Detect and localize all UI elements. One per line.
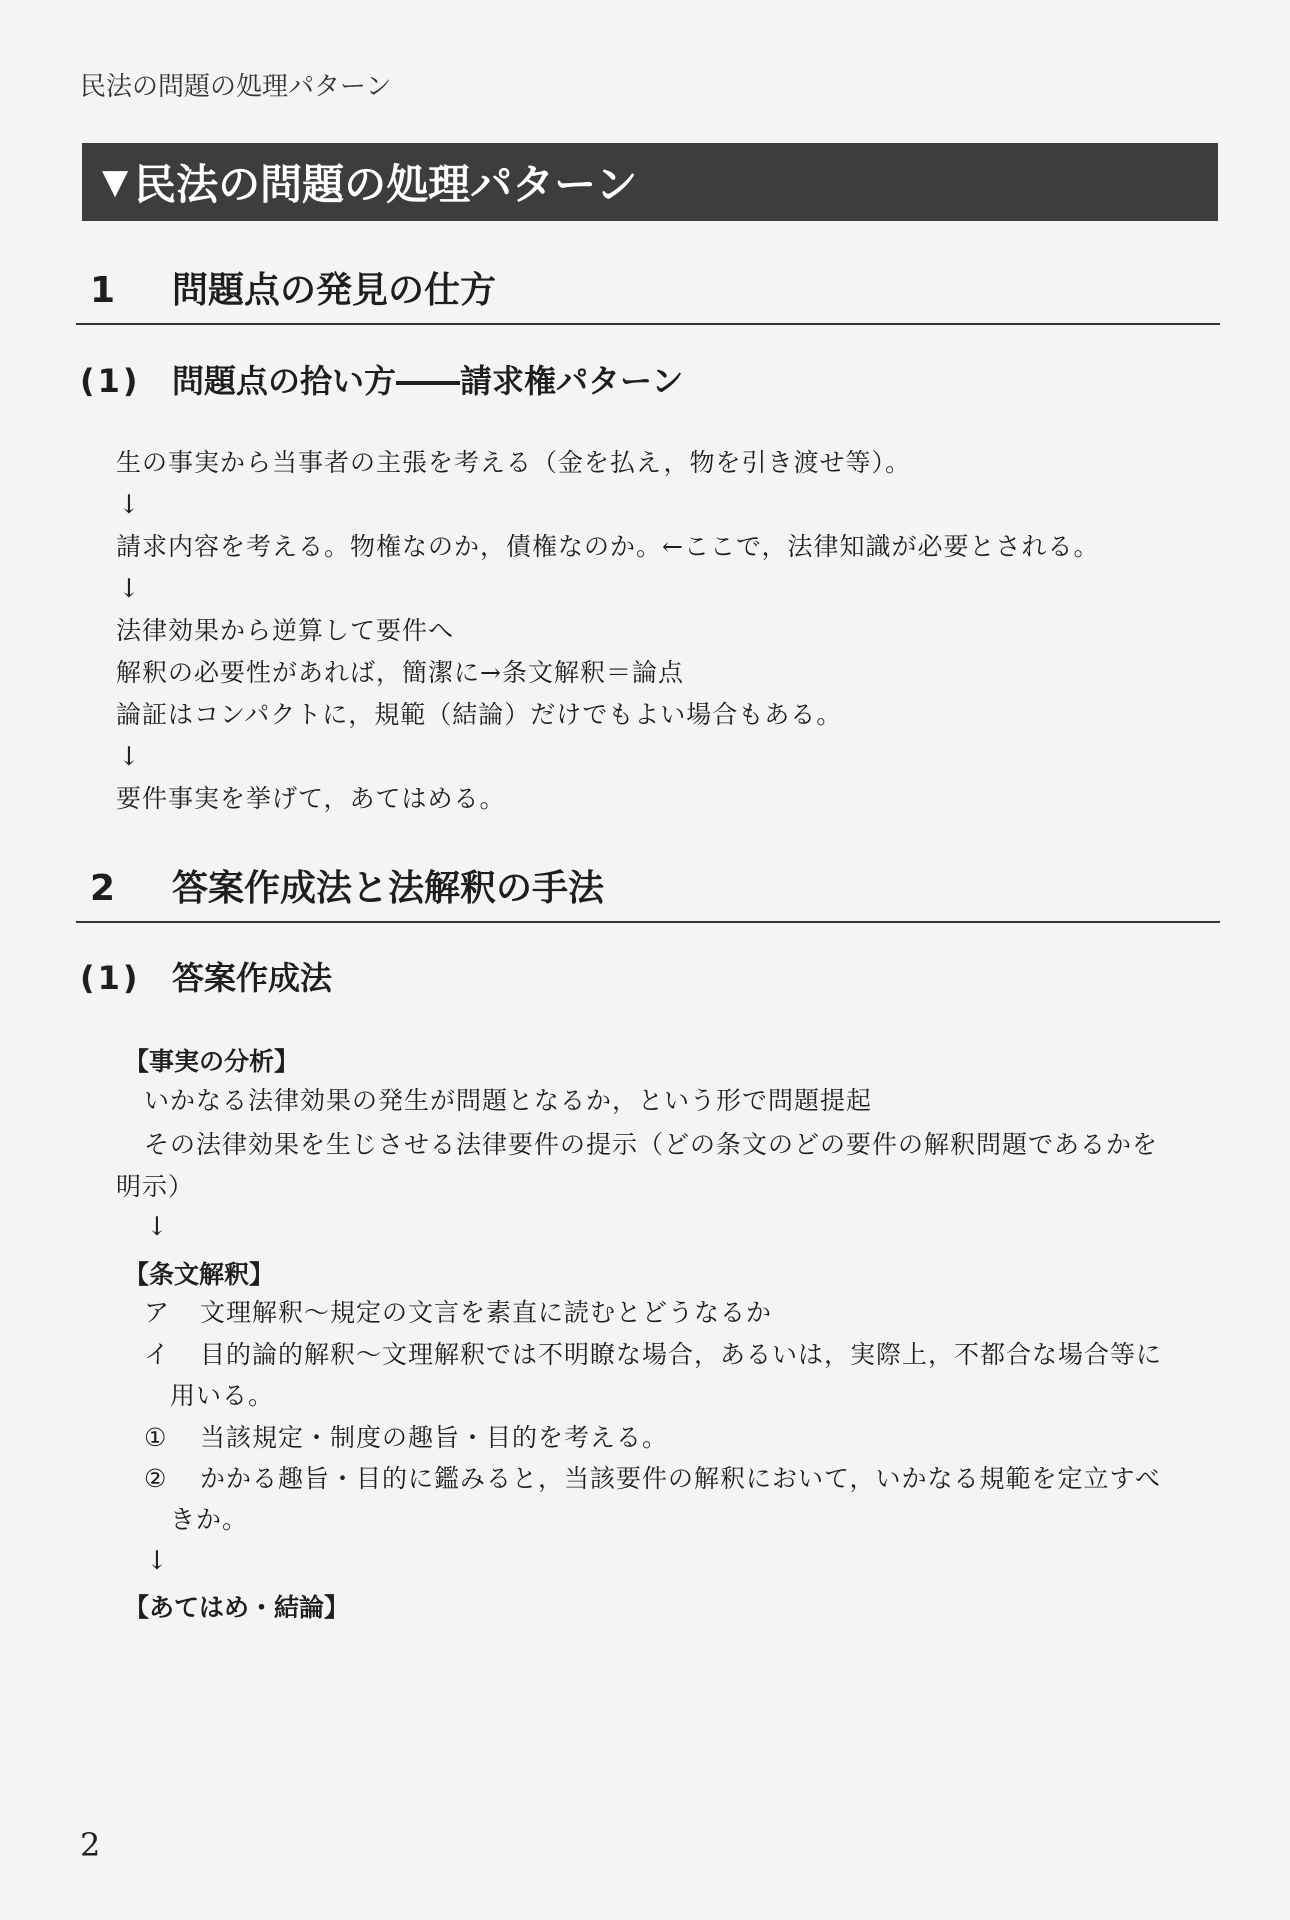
body-line: 解釈の必要性があれば，簡潔に→条文解釈＝論点 [116, 658, 684, 687]
body-line: 請求内容を考える。物権なのか，債権なのか。←ここで，法律知識が必要とされる。 [116, 532, 1100, 561]
body-line: 要件事実を挙げて，あてはめる。 [116, 784, 506, 813]
item-i-text: 目的論的解釈～文理解釈では不明瞭な場合，あるいは，実際上，不都合な場合等に [200, 1340, 1163, 1369]
body-line: 論証はコンパクトに，規範（結論）だけでもよい場合もある。 [116, 700, 843, 729]
item-i-text-continued: 用いる。 [170, 1381, 275, 1410]
section-1-sub-title: 問題点の拾い方――請求権パターン [172, 362, 684, 400]
section-2-number: 2 [90, 868, 116, 909]
body-line: 生の事実から当事者の主張を考える（金を払え，物を引き渡せ等）。 [116, 448, 912, 477]
conclusion-label: 【あてはめ・結論】 [124, 1593, 350, 1622]
down-arrow-icon: ↓ [118, 490, 140, 520]
down-arrow-icon: ↓ [146, 1546, 168, 1576]
circled-2-marker: ② [144, 1464, 168, 1493]
circled-2-text-continued: きか。 [170, 1505, 249, 1534]
item-a-text: 文理解釈～規定の文言を素直に読むとどうなるか [200, 1298, 773, 1327]
body-line: その法律効果を生じさせる法律要件の提示（どの条文のどの要件の解釈問題であるかを [144, 1130, 1159, 1159]
body-line: いかなる法律効果の発生が問題となるか，という形で問題提起 [144, 1086, 873, 1115]
triangle-down-icon: ▼ [102, 162, 129, 202]
chapter-title-bar [82, 143, 1218, 221]
section-1-title: 問題点の発見の仕方 [172, 270, 497, 311]
down-arrow-icon: ↓ [146, 1212, 168, 1242]
section-2-sub-heading [80, 953, 332, 999]
section-2-heading [76, 860, 1220, 923]
down-arrow-icon: ↓ [118, 742, 140, 772]
body-line: 明示） [116, 1172, 195, 1201]
item-a-marker: ア [144, 1298, 171, 1327]
down-arrow-icon: ↓ [118, 574, 140, 604]
article-interpretation-label: 【条文解釈】 [124, 1260, 275, 1289]
section-2-sub-title: 答案作成法 [172, 959, 333, 997]
section-1-sub-number: (1) [80, 362, 141, 400]
item-i-marker: イ [144, 1340, 171, 1369]
circled-1-marker: ① [144, 1423, 168, 1452]
section-1-sub-heading [80, 356, 683, 402]
fact-analysis-label: 【事実の分析】 [124, 1047, 300, 1076]
section-1-heading [76, 262, 1220, 325]
running-header: 民法の問題の処理パターン [80, 72, 392, 102]
chapter-title: 民法の問題の処理パターン [134, 160, 638, 209]
section-2-sub-number: (1) [80, 959, 141, 997]
section-1-number: 1 [90, 270, 116, 311]
section-2-title: 答案作成法と法解釈の手法 [172, 868, 605, 909]
circled-1-text: 当該規定・制度の趣旨・目的を考える。 [200, 1423, 669, 1452]
body-line: 法律効果から逆算して要件へ [116, 616, 455, 645]
circled-2-text: かかる趣旨・目的に鑑みると，当該要件の解釈において，いかなる規範を定立すべ [200, 1464, 1162, 1493]
page-number: 2 [80, 1826, 101, 1864]
